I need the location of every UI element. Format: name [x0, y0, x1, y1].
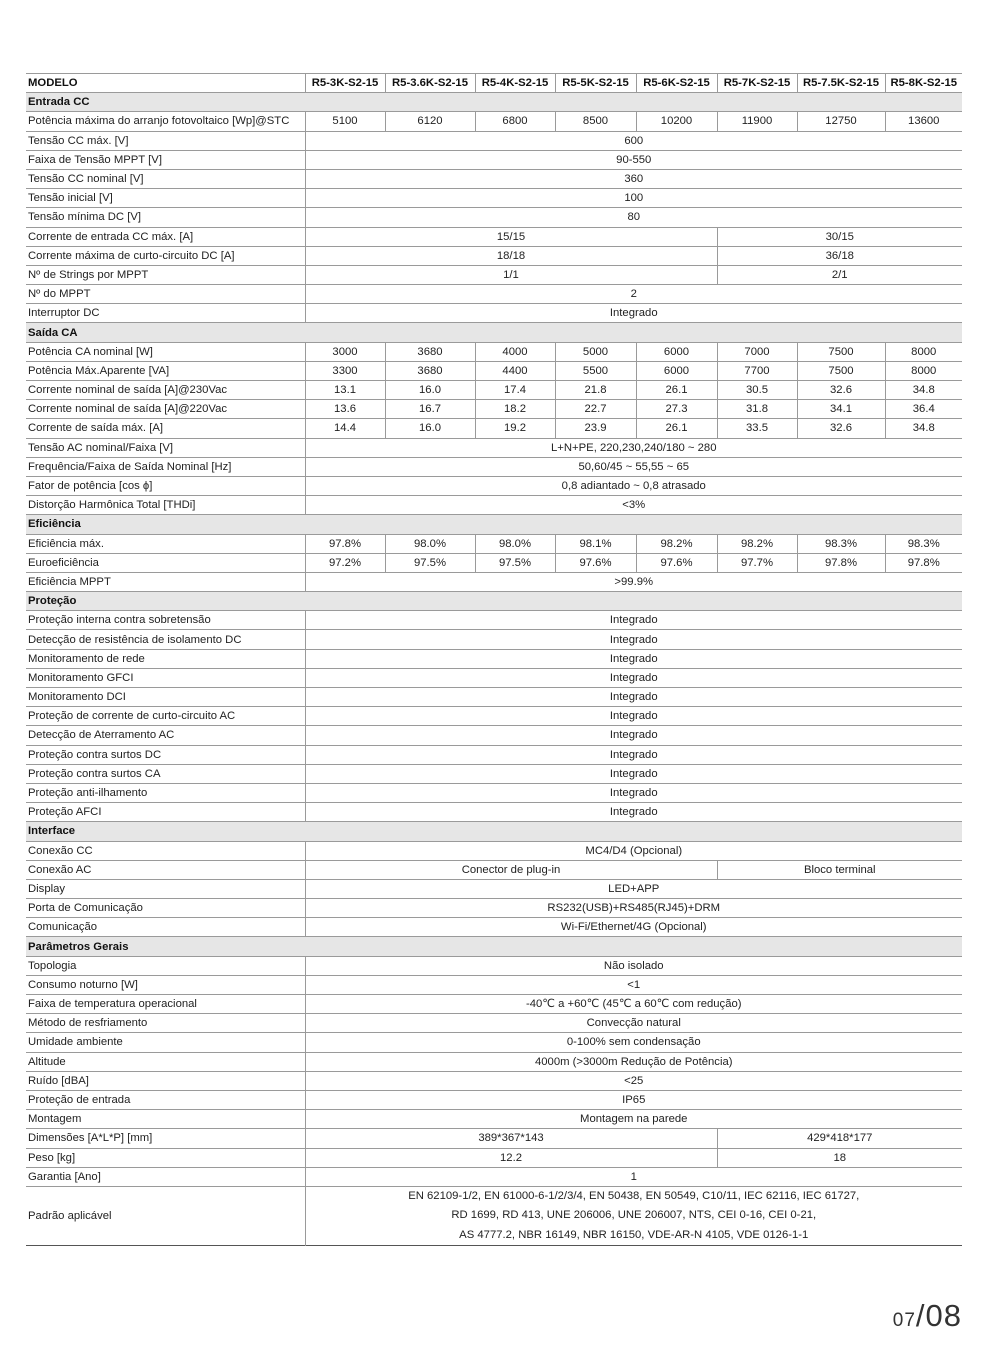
spec-value: 18.2 [475, 400, 555, 419]
spec-value: 98.1% [555, 534, 636, 553]
spec-label: Eficiência MPPT [28, 575, 111, 588]
spec-row [26, 783, 962, 802]
spec-label: Monitoramento DCI [28, 691, 126, 704]
spec-value: 98.3% [797, 534, 885, 553]
spec-value: Integrado [305, 668, 962, 687]
spec-value: <3% [305, 496, 962, 515]
page-number [893, 1298, 962, 1334]
spec-value: 2 [305, 285, 962, 304]
spec-label: Distorção Harmônica Total [THDi] [28, 499, 196, 512]
spec-row [26, 1052, 962, 1071]
spec-row [26, 534, 962, 553]
standards-line: AS 4777.2, NBR 16149, NBR 16150, VDE-AR-N 4105, VDE 0126-1-1 [459, 1228, 809, 1241]
spec-value: Convecção natural [305, 1014, 962, 1033]
model-name: R5-8K-S2-15 [885, 74, 962, 93]
spec-value: 6120 [385, 112, 475, 131]
section-title: Entrada CC [26, 93, 962, 112]
spec-row [26, 1148, 962, 1167]
spec-label: Interruptor DC [28, 307, 100, 320]
spec-row [26, 611, 962, 630]
spec-value: IP65 [305, 1090, 962, 1109]
spec-value: Integrado [305, 649, 962, 668]
spec-row [26, 764, 962, 783]
spec-label: Corrente de saída máx. [A] [28, 422, 164, 435]
spec-row [26, 1090, 962, 1109]
spec-value: 23.9 [555, 419, 636, 438]
spec-label: Conexão AC [28, 863, 92, 876]
spec-row [26, 879, 962, 898]
page-current: 07 [892, 1310, 916, 1331]
spec-value: 97.8% [797, 553, 885, 572]
spec-value: 600 [305, 131, 962, 150]
spec-value: Integrado [305, 611, 962, 630]
standards-row [26, 1186, 962, 1246]
section-header [26, 937, 962, 956]
spec-value: 98.0% [475, 534, 555, 553]
spec-value: 8500 [555, 112, 636, 131]
spec-value: 389*367*143 [305, 1129, 717, 1148]
spec-value: 13600 [885, 112, 962, 131]
spec-label: Tensão inicial [V] [28, 192, 113, 205]
spec-value: 34.8 [885, 419, 962, 438]
spec-label: Altitude [28, 1055, 66, 1068]
spec-value: 97.8% [305, 534, 385, 553]
spec-row [26, 745, 962, 764]
spec-row [26, 668, 962, 687]
spec-row [26, 419, 962, 438]
spec-value: 1 [305, 1167, 962, 1186]
spec-row [26, 496, 962, 515]
spec-value: 33.5 [717, 419, 797, 438]
spec-value: Integrado [305, 764, 962, 783]
spec-value: L+N+PE, 220,230,240/180 ~ 280 [305, 438, 962, 457]
spec-row [26, 956, 962, 975]
spec-value: 21.8 [555, 381, 636, 400]
spec-row [26, 227, 962, 246]
spec-row [26, 630, 962, 649]
model-name: R5-6K-S2-15 [636, 74, 717, 93]
spec-value: 34.8 [885, 381, 962, 400]
spec-row [26, 265, 962, 284]
model-name: R5-3K-S2-15 [305, 74, 385, 93]
spec-row [26, 112, 962, 131]
model-name: R5-5K-S2-15 [555, 74, 636, 93]
spec-row [26, 918, 962, 937]
spec-value: 98.0% [385, 534, 475, 553]
spec-value: Integrado [305, 304, 962, 323]
spec-value: Não isolado [305, 956, 962, 975]
spec-value: 5000 [555, 342, 636, 361]
spec-value: 7500 [797, 342, 885, 361]
spec-label: Potência máxima do arranjo fotovoltaico [Wp]@STC [28, 115, 290, 128]
spec-row [26, 572, 962, 591]
spec-value: 34.1 [797, 400, 885, 419]
spec-value: 98.2% [636, 534, 717, 553]
spec-row [26, 361, 962, 380]
spec-row [26, 457, 962, 476]
spec-row [26, 1129, 962, 1148]
spec-value: 19.2 [475, 419, 555, 438]
spec-label: Consumo noturno [W] [28, 978, 138, 991]
spec-value: 30/15 [717, 227, 962, 246]
spec-value: 98.2% [717, 534, 797, 553]
section-title: Proteção [26, 592, 962, 611]
spec-row [26, 381, 962, 400]
standards-line: RD 1699, RD 413, UNE 206006, UNE 206007, NTS, CEI 0-16, CEI 0-21, [451, 1209, 817, 1222]
spec-value: Integrado [305, 688, 962, 707]
spec-value: 6000 [636, 342, 717, 361]
spec-label: Detecção de resistência de isolamento DC [28, 633, 242, 646]
model-name: R5-7.5K-S2-15 [797, 74, 885, 93]
spec-label: Topologia [28, 959, 77, 972]
spec-value: Integrado [305, 745, 962, 764]
spec-value: 11900 [717, 112, 797, 131]
spec-label: Garantia [Ano] [28, 1170, 101, 1183]
section-title: Interface [26, 822, 962, 841]
spec-value: 7700 [717, 361, 797, 380]
standards-label: Padrão aplicável [28, 1210, 112, 1223]
spec-row [26, 726, 962, 745]
spec-value: 22.7 [555, 400, 636, 419]
spec-value: 7000 [717, 342, 797, 361]
spec-value: 8000 [885, 342, 962, 361]
spec-label: Euroeficiência [28, 556, 99, 569]
spec-label: Tensão mínima DC [V] [28, 211, 142, 224]
spec-label: Tensão AC nominal/Faixa [V] [28, 441, 174, 454]
spec-value: 8000 [885, 361, 962, 380]
spec-label: Proteção de entrada [28, 1094, 131, 1107]
spec-value: 31.8 [717, 400, 797, 419]
spec-value: 30.5 [717, 381, 797, 400]
spec-label: Display [28, 882, 66, 895]
standards-value [305, 1186, 962, 1246]
spec-label: Tensão CC nominal [V] [28, 173, 144, 186]
spec-label: Proteção AFCI [28, 806, 102, 819]
spec-label: Proteção contra surtos DC [28, 748, 162, 761]
spec-value: 6000 [636, 361, 717, 380]
spec-value: Montagem na parede [305, 1110, 962, 1129]
spec-value: 97.8% [885, 553, 962, 572]
spec-value: 3300 [305, 361, 385, 380]
spec-value: 32.6 [797, 419, 885, 438]
spec-value: 26.1 [636, 381, 717, 400]
spec-value: 50,60/45 ~ 55,55 ~ 65 [305, 457, 962, 476]
spec-value: 4000m (>3000m Redução de Potência) [305, 1052, 962, 1071]
spec-value: 32.6 [797, 381, 885, 400]
spec-row [26, 707, 962, 726]
spec-row [26, 1167, 962, 1186]
spec-value: 429*418*177 [717, 1129, 962, 1148]
spec-row [26, 995, 962, 1014]
spec-row [26, 476, 962, 495]
spec-label: Porta de Comunicação [28, 902, 143, 915]
page-total: 08 [925, 1298, 962, 1333]
spec-label: Nº de Strings por MPPT [28, 268, 149, 281]
spec-value: >99.9% [305, 572, 962, 591]
spec-label: Monitoramento de rede [28, 652, 145, 665]
section-header [26, 592, 962, 611]
spec-value: 36/18 [717, 246, 962, 265]
spec-value: 4400 [475, 361, 555, 380]
spec-value: 16.7 [385, 400, 475, 419]
spec-value: 26.1 [636, 419, 717, 438]
spec-value: 0,8 adiantado ~ 0,8 atrasado [305, 476, 962, 495]
spec-value: 12750 [797, 112, 885, 131]
spec-value: Integrado [305, 783, 962, 802]
spec-label: Corrente máxima de curto-circuito DC [A] [28, 249, 235, 262]
spec-label: Faixa de Tensão MPPT [V] [28, 153, 162, 166]
model-header-label: MODELO [28, 77, 78, 90]
spec-label: Proteção de corrente de curto-circuito AC [28, 710, 236, 723]
spec-value: 360 [305, 169, 962, 188]
spec-row [26, 1071, 962, 1090]
section-header [26, 323, 962, 342]
spec-label: Potência Máx.Aparente [VA] [28, 364, 170, 377]
spec-value: 80 [305, 208, 962, 227]
spec-value: 90-550 [305, 150, 962, 169]
spec-label: Conexão CC [28, 844, 93, 857]
section-header [26, 822, 962, 841]
section-title: Saída CA [26, 323, 962, 342]
spec-value: 15/15 [305, 227, 717, 246]
spec-label: Proteção contra surtos CA [28, 767, 161, 780]
spec-value: Integrado [305, 630, 962, 649]
spec-row [26, 1014, 962, 1033]
spec-value: LED+APP [305, 879, 962, 898]
spec-value: <1 [305, 975, 962, 994]
spec-row [26, 304, 962, 323]
spec-value: 97.2% [305, 553, 385, 572]
spec-label: Frequência/Faixa de Saída Nominal [Hz] [28, 460, 232, 473]
spec-value: 97.6% [636, 553, 717, 572]
spec-label: Comunicação [28, 921, 98, 934]
spec-label: Monitoramento GFCI [28, 671, 134, 684]
spec-row [26, 208, 962, 227]
spec-label: Proteção anti-ilhamento [28, 787, 148, 800]
spec-label: Nº do MPPT [28, 288, 91, 301]
spec-label: Corrente nominal de saída [A]@230Vac [28, 384, 228, 397]
spec-value: 3680 [385, 342, 475, 361]
spec-value: Bloco terminal [717, 860, 962, 879]
standards-line: EN 62109-1/2, EN 61000-6-1/2/3/4, EN 50438, EN 50549, C10/11, IEC 62116, IEC 61727, [408, 1189, 860, 1202]
spec-value: 17.4 [475, 381, 555, 400]
spec-value: 7500 [797, 361, 885, 380]
model-name: R5-3.6K-S2-15 [385, 74, 475, 93]
spec-value: 13.1 [305, 381, 385, 400]
spec-value: 5100 [305, 112, 385, 131]
spec-value: Integrado [305, 726, 962, 745]
spec-value: Integrado [305, 803, 962, 822]
spec-value: 97.7% [717, 553, 797, 572]
spec-row [26, 131, 962, 150]
spec-value: 98.3% [885, 534, 962, 553]
spec-value: -40℃ a +60℃ (45℃ a 60℃ com redução) [305, 995, 962, 1014]
spec-value: <25 [305, 1071, 962, 1090]
spec-row [26, 688, 962, 707]
spec-value: 14.4 [305, 419, 385, 438]
spec-label: Corrente de entrada CC máx. [A] [28, 230, 194, 243]
spec-value: 16.0 [385, 419, 475, 438]
spec-value: 18 [717, 1148, 962, 1167]
model-name: R5-7K-S2-15 [717, 74, 797, 93]
section-title: Parâmetros Gerais [26, 937, 962, 956]
section-header [26, 515, 962, 534]
spec-value: 5500 [555, 361, 636, 380]
spec-row [26, 438, 962, 457]
spec-row [26, 649, 962, 668]
spec-table [26, 73, 962, 1246]
spec-value: 100 [305, 189, 962, 208]
spec-value: RS232(USB)+RS485(RJ45)+DRM [305, 899, 962, 918]
spec-row [26, 860, 962, 879]
spec-value: 97.6% [555, 553, 636, 572]
spec-label: Umidade ambiente [28, 1036, 123, 1049]
spec-value: 13.6 [305, 400, 385, 419]
spec-row [26, 169, 962, 188]
spec-label: Eficiência máx. [28, 537, 104, 550]
spec-value: 4000 [475, 342, 555, 361]
spec-label: Potência CA nominal [W] [28, 345, 153, 358]
spec-row [26, 975, 962, 994]
spec-value: Integrado [305, 707, 962, 726]
spec-row [26, 150, 962, 169]
spec-row [26, 400, 962, 419]
model-header-row [26, 74, 962, 93]
spec-row [26, 899, 962, 918]
section-title: Eficiência [26, 515, 962, 534]
spec-label: Corrente nominal de saída [A]@220Vac [28, 403, 228, 416]
spec-value: 6800 [475, 112, 555, 131]
spec-label: Detecção de Aterramento AC [28, 729, 175, 742]
spec-label: Fator de potência [cos ϕ] [28, 480, 153, 493]
spec-value: 36.4 [885, 400, 962, 419]
spec-row [26, 1033, 962, 1052]
spec-label: Método de resfriamento [28, 1017, 148, 1030]
model-name: R5-4K-S2-15 [475, 74, 555, 93]
spec-label: Ruído [dBA] [28, 1074, 89, 1087]
spec-label: Tensão CC máx. [V] [28, 134, 129, 147]
spec-value: 10200 [636, 112, 717, 131]
spec-value: 97.5% [385, 553, 475, 572]
spec-value: 12.2 [305, 1148, 717, 1167]
spec-row [26, 285, 962, 304]
spec-value: 27.3 [636, 400, 717, 419]
spec-row [26, 841, 962, 860]
spec-label: Dimensões [A*L*P] [mm] [28, 1132, 153, 1145]
spec-value: Conector de plug-in [305, 860, 717, 879]
spec-row [26, 189, 962, 208]
spec-value: 0-100% sem condensação [305, 1033, 962, 1052]
spec-row [26, 342, 962, 361]
spec-label: Montagem [28, 1113, 82, 1126]
spec-label: Proteção interna contra sobretensão [28, 614, 211, 627]
spec-row [26, 803, 962, 822]
spec-value: 97.5% [475, 553, 555, 572]
spec-sheet [26, 73, 962, 1246]
section-header [26, 93, 962, 112]
spec-value: 3680 [385, 361, 475, 380]
spec-row [26, 1110, 962, 1129]
spec-value: 18/18 [305, 246, 717, 265]
page-separator: / [915, 1298, 926, 1333]
spec-value: Wi-Fi/Ethernet/4G (Opcional) [305, 918, 962, 937]
spec-value: 2/1 [717, 265, 962, 284]
spec-value: 16.0 [385, 381, 475, 400]
spec-row [26, 246, 962, 265]
spec-label: Peso [kg] [28, 1151, 76, 1164]
spec-value: MC4/D4 (Opcional) [305, 841, 962, 860]
spec-value: 3000 [305, 342, 385, 361]
spec-row [26, 553, 962, 572]
spec-value: 1/1 [305, 265, 717, 284]
spec-label: Faixa de temperatura operacional [28, 998, 197, 1011]
